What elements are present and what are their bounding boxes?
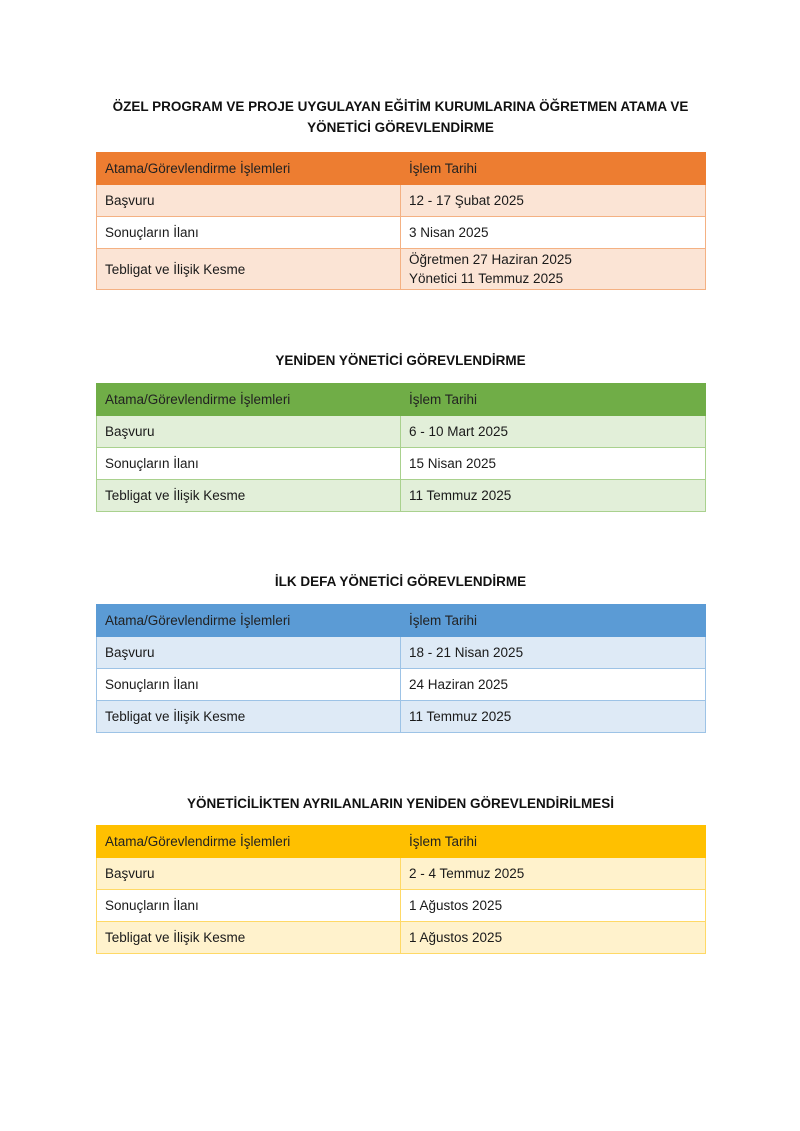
table-row — [97, 416, 706, 448]
table-row — [97, 217, 706, 249]
table-row — [97, 701, 706, 733]
row-label: Tebligat ve İlişik Kesme — [97, 249, 401, 290]
row-date: 6 - 10 Mart 2025 — [401, 416, 706, 448]
row-label: Sonuçların İlanı — [97, 448, 401, 480]
row-date: 11 Temmuz 2025 — [401, 701, 706, 733]
header-cell-process: Atama/Görevlendirme İşlemleri — [97, 605, 401, 637]
section-title-text: ÖZEL PROGRAM VE PROJE UYGULAYAN EĞİTİM KURUMLARINA ÖĞRETMEN ATAMA VE YÖNETİCİ GÖREVLENDİRME — [112, 99, 689, 135]
row-date-line: Öğretmen 27 Haziran 2025 — [409, 252, 572, 267]
header-cell-process: Atama/Görevlendirme İşlemleri — [97, 826, 401, 858]
table-header-row — [97, 605, 706, 637]
header-cell-date: İşlem Tarihi — [401, 605, 706, 637]
row-date: 1 Ağustos 2025 — [401, 890, 706, 922]
schedule-table — [96, 383, 706, 512]
schedule-table — [96, 604, 706, 733]
table-header-row — [97, 384, 706, 416]
row-date-line: Yönetici 11 Temmuz 2025 — [409, 271, 564, 286]
row-label: Tebligat ve İlişik Kesme — [97, 922, 401, 954]
table-row — [97, 890, 706, 922]
row-date: 18 - 21 Nisan 2025 — [401, 637, 706, 669]
table-header-row — [97, 153, 706, 185]
row-date-multiline — [401, 249, 706, 290]
row-label: Başvuru — [97, 637, 401, 669]
table-row — [97, 480, 706, 512]
row-label: Tebligat ve İlişik Kesme — [97, 480, 401, 512]
section-title: YÖNETİCİLİKTEN AYRILANLARIN YENİDEN GÖREVLENDİRİLMESİ — [186, 796, 615, 811]
section-ozel-program — [96, 96, 705, 290]
row-date: 12 - 17 Şubat 2025 — [401, 185, 706, 217]
header-cell-date: İşlem Tarihi — [401, 826, 706, 858]
section-yoneticilikten-ayrilanlar — [96, 793, 705, 954]
schedule-table — [96, 825, 706, 954]
row-label: Sonuçların İlanı — [97, 669, 401, 701]
section-title: YENİDEN YÖNETİCİ GÖREVLENDİRME — [275, 353, 526, 368]
schedule-table — [96, 152, 706, 290]
section-ilk-defa-yonetici — [96, 571, 705, 733]
row-label: Başvuru — [97, 416, 401, 448]
row-date: 3 Nisan 2025 — [401, 217, 706, 249]
table-row — [97, 637, 706, 669]
header-cell-process: Atama/Görevlendirme İşlemleri — [97, 384, 401, 416]
table-header-row — [97, 826, 706, 858]
row-label: Başvuru — [97, 858, 401, 890]
row-date: 11 Temmuz 2025 — [401, 480, 706, 512]
table-row — [97, 669, 706, 701]
table-row — [97, 448, 706, 480]
header-cell-date: İşlem Tarihi — [401, 384, 706, 416]
row-label: Sonuçların İlanı — [97, 217, 401, 249]
row-date: 15 Nisan 2025 — [401, 448, 706, 480]
row-label: Sonuçların İlanı — [97, 890, 401, 922]
row-date: 2 - 4 Temmuz 2025 — [401, 858, 706, 890]
table-row — [97, 249, 706, 290]
row-date: 1 Ağustos 2025 — [401, 922, 706, 954]
row-label: Başvuru — [97, 185, 401, 217]
header-cell-process: Atama/Görevlendirme İşlemleri — [97, 153, 401, 185]
row-date: 24 Haziran 2025 — [401, 669, 706, 701]
section-yeniden-yonetici — [96, 350, 705, 512]
section-title: İLK DEFA YÖNETİCİ GÖREVLENDİRME — [274, 574, 527, 589]
row-label: Tebligat ve İlişik Kesme — [97, 701, 401, 733]
section-title — [96, 96, 705, 138]
table-row — [97, 185, 706, 217]
table-row — [97, 922, 706, 954]
table-row — [97, 858, 706, 890]
header-cell-date: İşlem Tarihi — [401, 153, 706, 185]
